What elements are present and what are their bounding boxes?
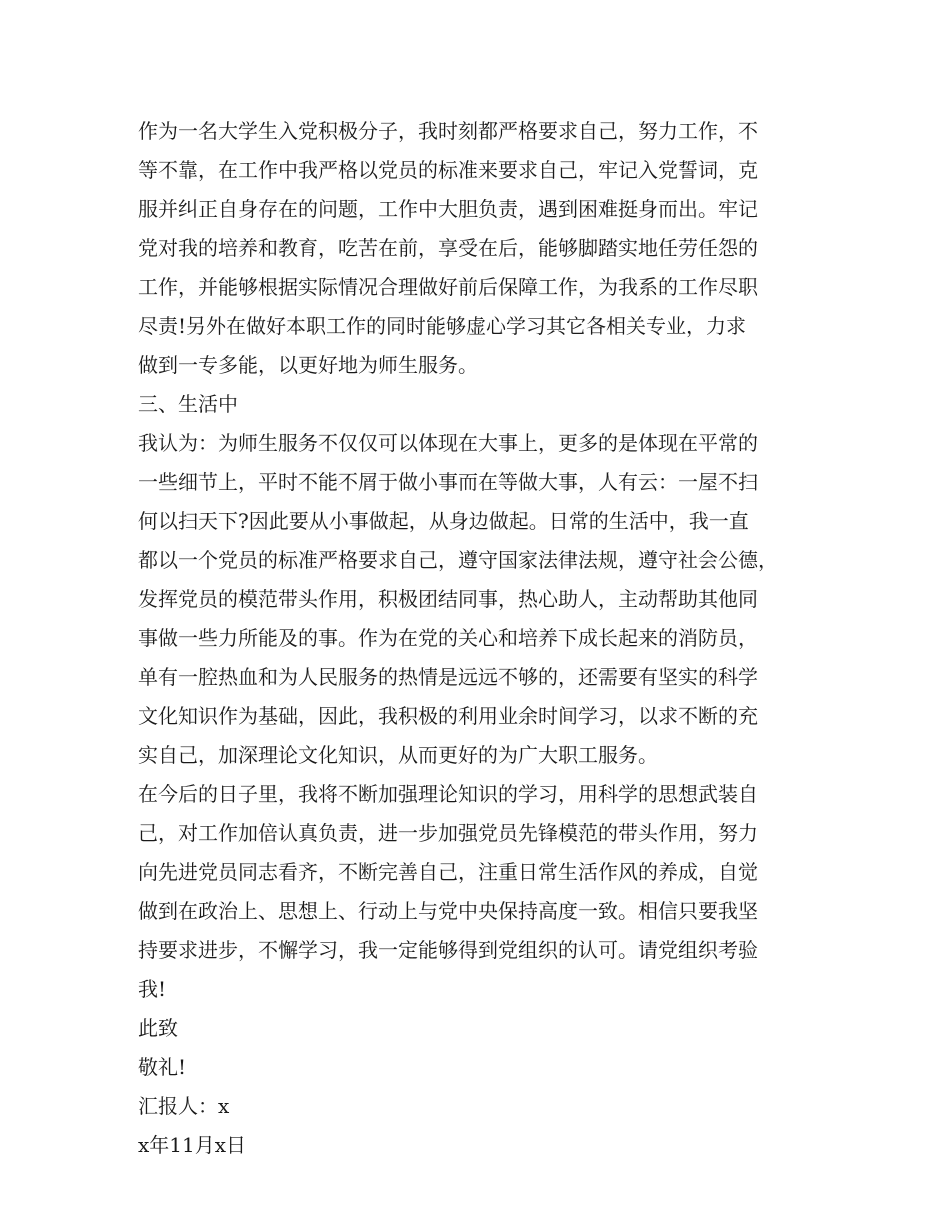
reporter-line: 汇报人：x	[138, 1094, 230, 1118]
text-line: 实自己，加深理论文化知识，从而更好的为广大职工服务。	[138, 743, 658, 767]
text-line: 尽责!另外在做好本职工作的同时能够虚心学习其它各相关专业，力求	[138, 314, 747, 338]
text-line: 工作，并能够根据实际情况合理做好前后保障工作，为我系的工作尽职	[138, 275, 758, 299]
closing-line: 此致	[138, 1016, 178, 1040]
text-line: 我认为：为师生服务不仅仅可以体现在大事上，更多的是体现在平常的	[138, 431, 758, 455]
text-line: 单有一腔热血和为人民服务的热情是远远不够的，还需要有坚实的科学	[138, 665, 758, 689]
text-line: 事做一些力所能及的事。作为在党的关心和培养下成长起来的消防员，	[138, 626, 758, 650]
text-line: 文化知识作为基础，因此，我积极的利用业余时间学习，以求不断的充	[138, 704, 758, 728]
salutation-line: 敬礼!	[138, 1055, 187, 1079]
section-heading: 三、生活中	[138, 392, 238, 416]
document-body	[138, 112, 818, 1165]
text-line: 等不靠，在工作中我严格以党员的标准来要求自己，牢记入党誓词，克	[138, 158, 758, 182]
text-line: 都以一个党员的标准严格要求自己，遵守国家法律法规，遵守社会公德，	[138, 548, 778, 572]
text-line: 作为一名大学生入党积极分子，我时刻都严格要求自己，努力工作，不	[138, 119, 758, 143]
text-line: 持要求进步，不懈学习，我一定能够得到党组织的认可。请党组织考验	[138, 938, 758, 962]
date-line: x年11月x日	[138, 1133, 247, 1157]
text-line: 己，对工作加倍认真负责，进一步加强党员先锋模范的带头作用，努力	[138, 821, 758, 845]
text-line: 向先进党员同志看齐，不断完善自己，注重日常生活作风的养成，自觉	[138, 860, 758, 884]
text-line: 做到在政治上、思想上、行动上与党中央保持高度一致。相信只要我坚	[138, 899, 758, 923]
text-line: 服并纠正自身存在的问题，工作中大胆负责，遇到困难挺身而出。牢记	[138, 197, 758, 221]
text-line: 做到一专多能，以更好地为师生服务。	[138, 353, 478, 377]
text-line: 在今后的日子里，我将不断加强理论知识的学习，用科学的思想武装自	[138, 782, 758, 806]
text-line: 何以扫天下?因此要从小事做起，从身边做起。日常的生活中，我一直	[138, 509, 749, 533]
text-line: 党对我的培养和教育，吃苦在前，享受在后，能够脚踏实地任劳任怨的	[138, 236, 758, 260]
text-line: 发挥党员的模范带头作用，积极团结同事，热心助人，主动帮助其他同	[138, 587, 758, 611]
text-line: 一些细节上，平时不能不屑于做小事而在等做大事，人有云：一屋不扫	[138, 470, 758, 494]
text-line: 我!	[138, 977, 167, 1001]
